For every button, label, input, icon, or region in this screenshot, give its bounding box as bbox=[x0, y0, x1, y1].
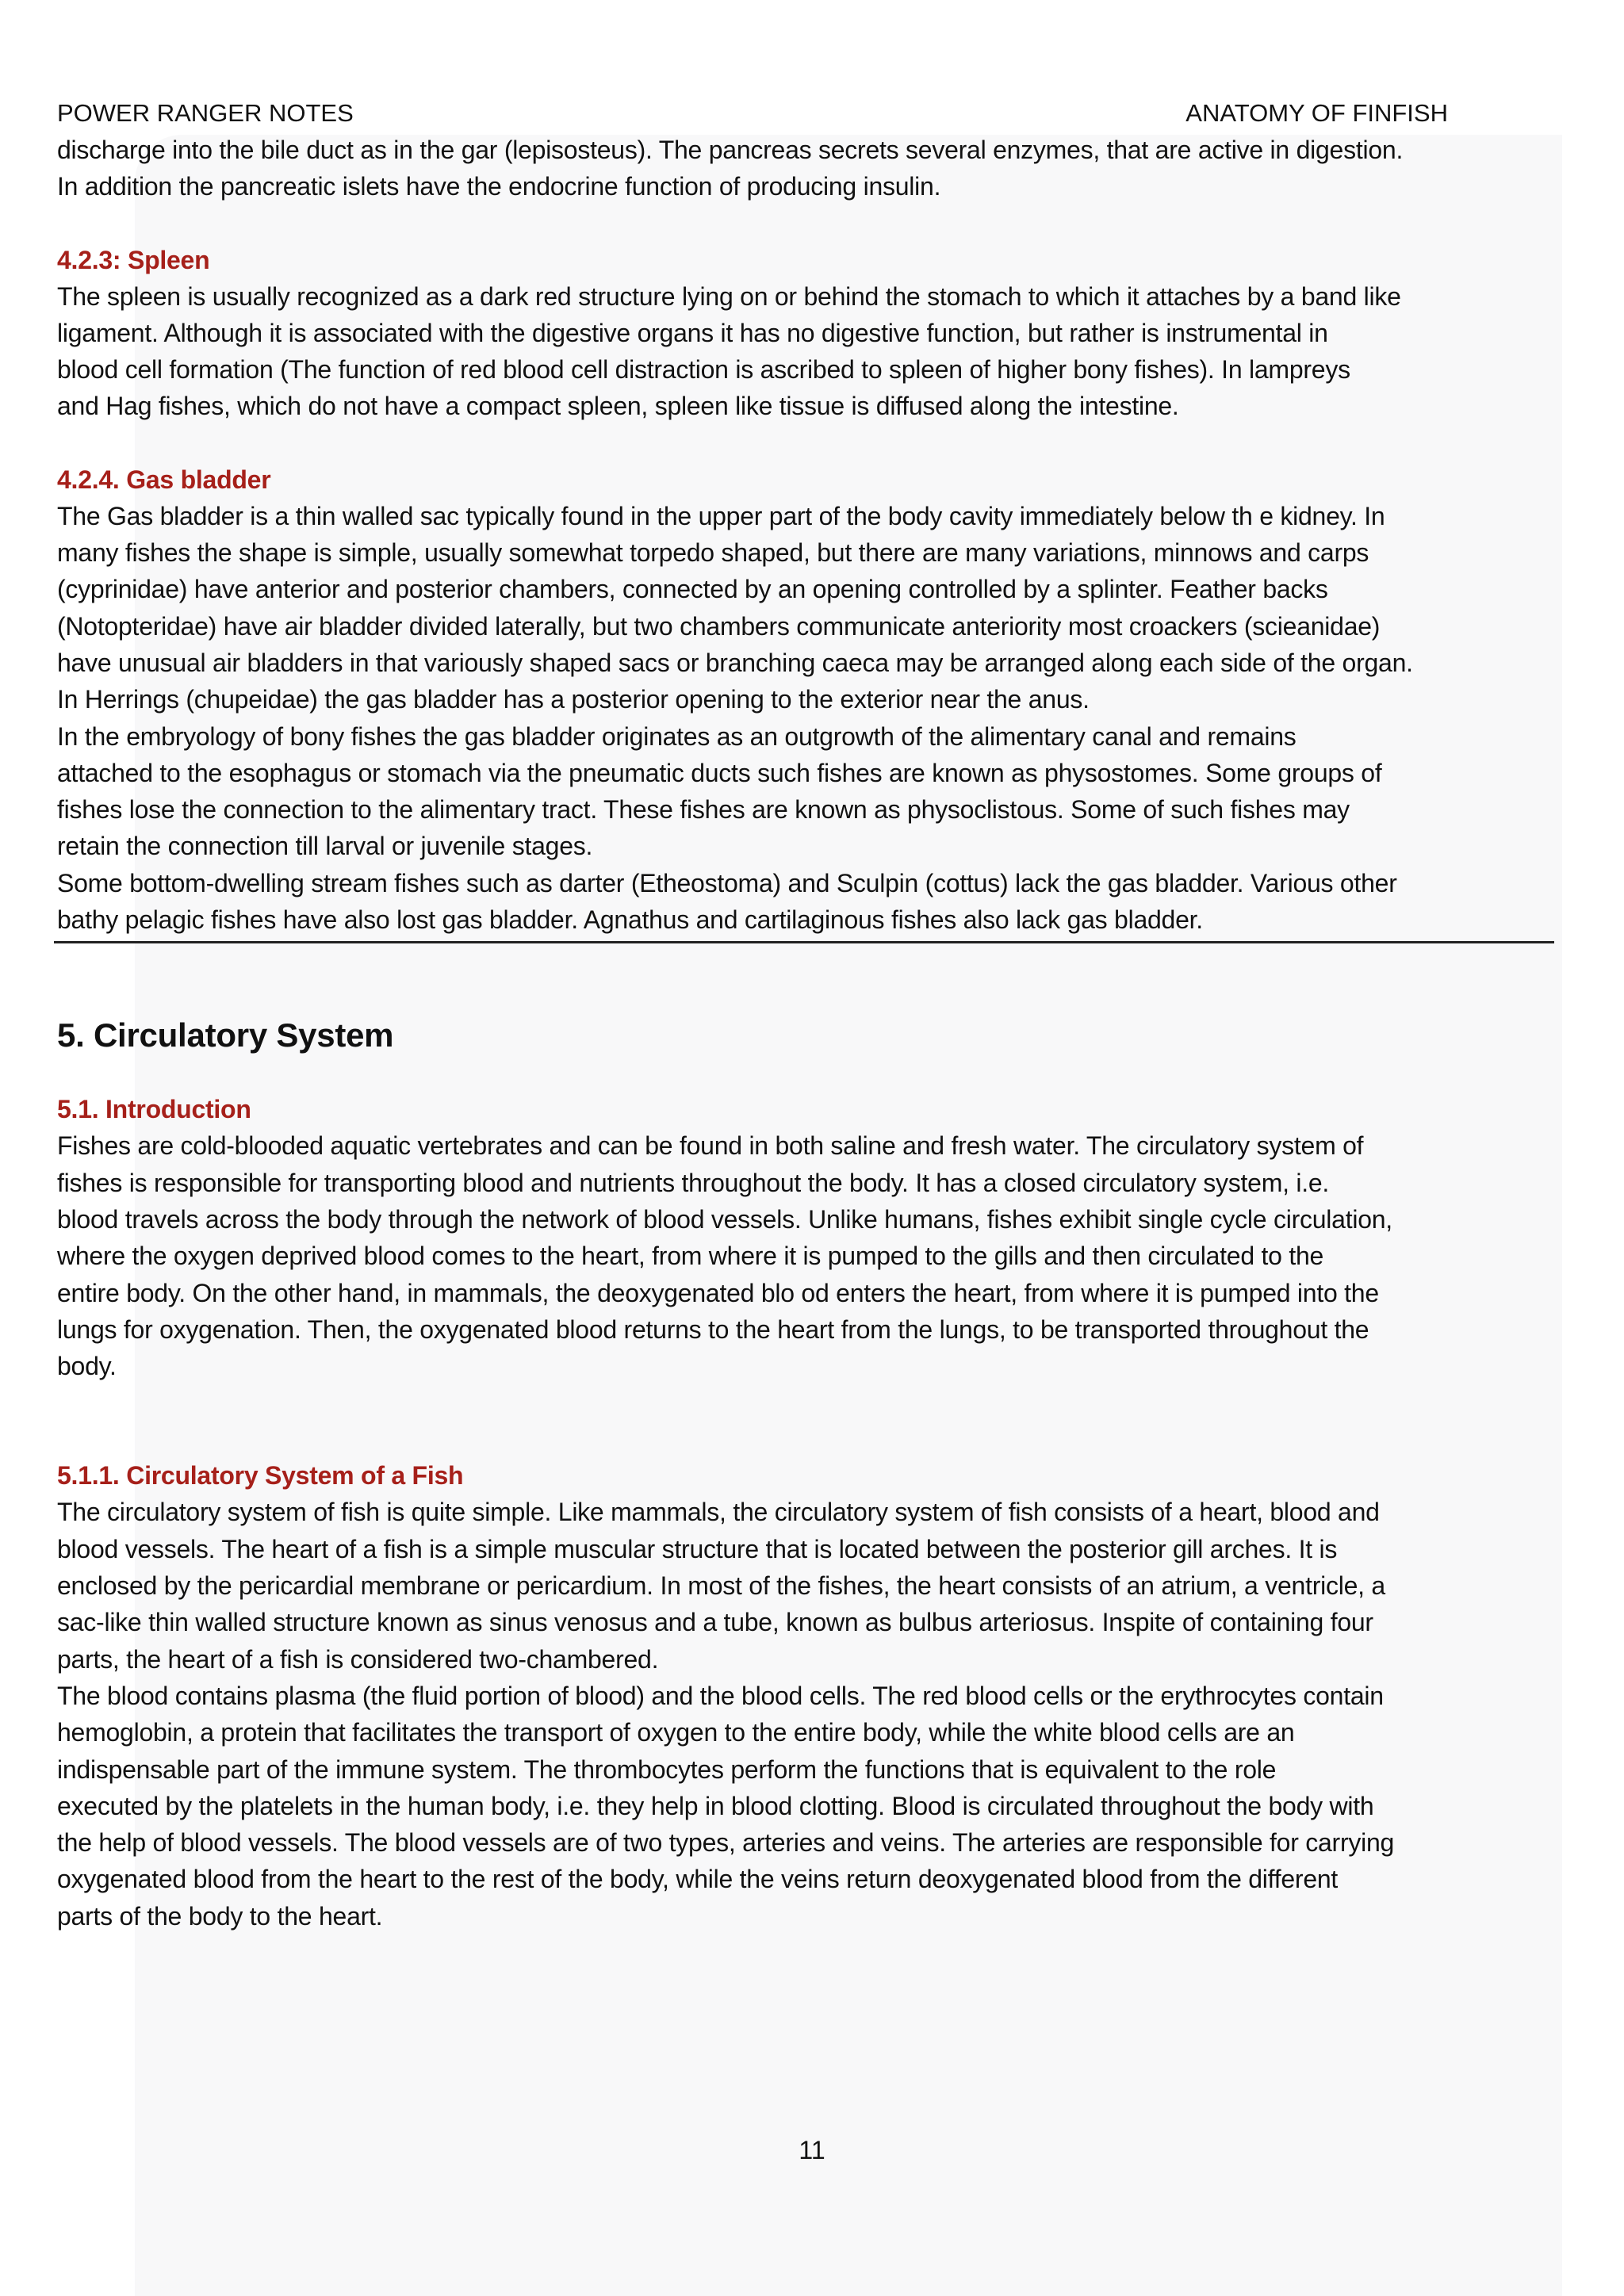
text-line: many fishes the shape is simple, usually somewhat torpedo shaped, but there are many variations, minnows and carps bbox=[57, 538, 1369, 568]
text-line: body. bbox=[57, 1352, 117, 1381]
text-line: fishes is responsible for transporting blood and nutrients throughout the body. It has a closed circulatory system, i.e. bbox=[57, 1168, 1330, 1197]
text-line: indispensable part of the immune system. The thrombocytes perform the functions that is equivalent to the role bbox=[57, 1755, 1277, 1784]
text-line: bathy pelagic fishes have also lost gas bladder. Agnathus and cartilaginous fishes also lack gas bladder. bbox=[57, 905, 1203, 935]
section-heading-introduction: 5.1. Introduction bbox=[57, 1095, 251, 1124]
running-header bbox=[57, 98, 1448, 128]
text-line: oxygenated blood from the heart to the rest of the body, while the veins return deoxygenated blood from the different bbox=[57, 1865, 1339, 1894]
text-line: entire body. On the other hand, in mammals, the deoxygenated blo od enters the heart, from where it is pumped into the bbox=[57, 1278, 1379, 1307]
text-line: retain the connection till larval or juvenile stages. bbox=[57, 832, 593, 861]
text-line: parts, the heart of a fish is considered two-chambered. bbox=[57, 1644, 659, 1674]
text-line: In addition the pancreatic islets have the endocrine function of producing insulin. bbox=[57, 172, 941, 201]
text-line: fishes lose the connection to the alimentary tract. These fishes are known as physoclistous. Some of such fishes may bbox=[57, 795, 1350, 825]
text-line: The circulatory system of fish is quite simple. Like mammals, the circulatory system of fish consists of a heart, blood and bbox=[57, 1498, 1380, 1527]
text-line: parts of the body to the heart. bbox=[57, 1901, 383, 1931]
text-line: ligament. Although it is associated with the digestive organs it has no digestive function, but rather is instrumental in bbox=[57, 318, 1328, 347]
text-line: attached to the esophagus or stomach via the pneumatic ducts such fishes are known as physostomes. Some groups of bbox=[57, 758, 1382, 787]
text-line: where the oxygen deprived blood comes to the heart, from where it is pumped to the gills and then circulated to the bbox=[57, 1242, 1324, 1271]
text-line: sac-like thin walled structure known as sinus venosus and a tube, known as bulbus arteriosus. Inspite of containing four bbox=[57, 1608, 1373, 1637]
gas-bladder-section bbox=[57, 461, 1556, 939]
text-line: blood vessels. The heart of a fish is a simple muscular structure that is located between the posterior gill arches. It is bbox=[57, 1534, 1338, 1563]
section-heading-gas-bladder: 4.2.4. Gas bladder bbox=[57, 465, 271, 494]
text-line: (cyprinidae) have anterior and posterior chambers, connected by an opening controlled by a splinter. Feather backs bbox=[57, 575, 1328, 604]
chapter-title: 5. Circulatory System bbox=[57, 1016, 394, 1054]
text-line: blood travels across the body through the network of blood vessels. Unlike humans, fishes exhibit single cycle circulation, bbox=[57, 1204, 1392, 1234]
text-line: Fishes are cold-blooded aquatic vertebrates and can be found in both saline and fresh water. The circulatory system of bbox=[57, 1131, 1364, 1161]
page-content bbox=[57, 98, 1556, 1934]
fish-circulatory-section bbox=[57, 1457, 1556, 1934]
header-right: ANATOMY OF FINFISH bbox=[1185, 99, 1448, 127]
text-line: In the embryology of bony fishes the gas bladder originates as an outgrowth of the alimentary canal and remains bbox=[57, 721, 1297, 751]
spleen-section bbox=[57, 242, 1556, 425]
page-number: 11 bbox=[799, 2136, 825, 2164]
text-line: the help of blood vessels. The blood vessels are of two types, arteries and veins. The arteries are responsible for carrying bbox=[57, 1828, 1395, 1858]
text-line: executed by the platelets in the human body, i.e. they help in blood clotting. Blood is circulated throughout the body with bbox=[57, 1791, 1374, 1820]
section-heading-fish-circulatory: 5.1.1. Circulatory System of a Fish bbox=[57, 1461, 464, 1490]
text-line: lungs for oxygenation. Then, the oxygenated blood returns to the heart from the lungs, to be transported throughout the bbox=[57, 1314, 1369, 1344]
text-line: In Herrings (chupeidae) the gas bladder has a posterior opening to the exterior near the anus. bbox=[57, 685, 1090, 714]
text-line: The Gas bladder is a thin walled sac typically found in the upper part of the body cavity immediately below th e kidney. In bbox=[57, 501, 1385, 530]
text-line: and Hag fishes, which do not have a compact spleen, spleen like tissue is diffused along the intestine. bbox=[57, 392, 1179, 421]
header-left: POWER RANGER NOTES bbox=[57, 99, 354, 127]
text-line: hemoglobin, a protein that facilitates the transport of oxygen to the entire body, while the white blood cells are an bbox=[57, 1718, 1295, 1747]
text-line: The spleen is usually recognized as a dark red structure lying on or behind the stomach to which it attaches by a band like bbox=[57, 281, 1401, 311]
text-line: enclosed by the pericardial membrane or pericardium. In most of the fishes, the heart consists of an atrium, a ventricle, a bbox=[57, 1571, 1385, 1601]
introduction-section bbox=[57, 1091, 1556, 1384]
text-line: have unusual air bladders in that variously shaped sacs or branching caeca may be arranged along each side of the organ. bbox=[57, 648, 1413, 677]
text-line: blood cell formation (The function of red blood cell distraction is ascribed to spleen of higher bony fishes). In lampreys bbox=[57, 355, 1350, 385]
text-line: (Notopteridae) have air bladder divided laterally, but two chambers communicate anteriority most croackers (scieanidae) bbox=[57, 611, 1381, 641]
section-heading-spleen: 4.2.3: Spleen bbox=[57, 245, 210, 274]
pancreas-continuation bbox=[57, 132, 1556, 205]
text-line: Some bottom-dwelling stream fishes such as darter (Etheostoma) and Sculpin (cottus) lack the gas bladder. Various other bbox=[57, 868, 1397, 897]
text-line: discharge into the bile duct as in the gar (lepisosteus). The pancreas secrets several enzymes, that are active in digestion. bbox=[57, 136, 1404, 164]
text-line: The blood contains plasma (the fluid portion of blood) and the blood cells. The red blood cells or the erythrocytes contain bbox=[57, 1681, 1384, 1710]
